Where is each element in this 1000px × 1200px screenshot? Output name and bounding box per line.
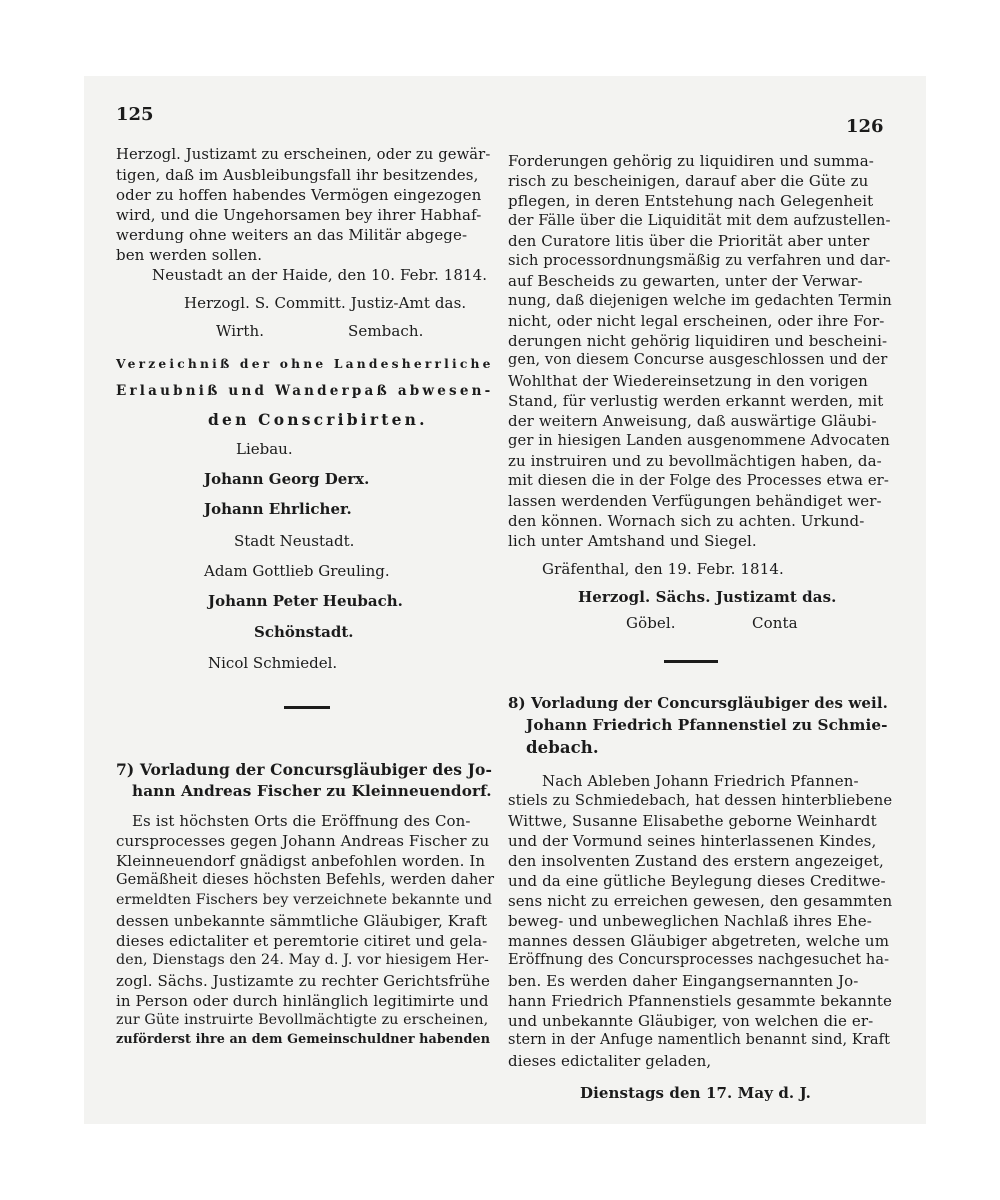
text-line: mannes dessen Gläubiger abgetreten, welche um — [508, 932, 890, 950]
text-line: Gemäßheit dieses höchsten Befehls, werden daher — [116, 872, 495, 888]
text-line: risch zu bescheinigen, darauf aber die Güte zu — [508, 172, 869, 190]
text-line: und unbekannte Gläubiger, von welchen die er- — [508, 1012, 874, 1030]
text-line: ben. Es werden daher Eingangsernannten Jo- — [508, 972, 859, 990]
section-8-title: Johann Friedrich Pfannenstiel zu Schmie- — [526, 716, 888, 734]
text-line: gen, von diesem Concurse ausgeschlossen und der — [508, 352, 888, 368]
text-line: ger in hiesigen Landen ausgenommene Advocaten — [508, 432, 890, 449]
text-line: mit diesen die in der Folge des Processes etwa er- — [508, 472, 889, 489]
text-line: ben werden sollen. — [116, 246, 263, 264]
section-divider — [284, 706, 330, 709]
office-signature: Herzogl. Sächs. Justizamt das. — [578, 588, 837, 606]
text-line: dieses edictaliter geladen, — [508, 1052, 712, 1070]
list-title: Erlaubniß und Wanderpaß abwesen- — [116, 383, 494, 399]
office-signature: Herzogl. S. Committ. Justiz-Amt das. — [184, 294, 467, 312]
text-line: derungen nicht gehörig liquidiren und bescheini- — [508, 332, 888, 350]
text-line: stiels zu Schmiedebach, hat dessen hinterbliebene — [508, 792, 893, 809]
text-line: und da eine gütliche Beylegung dieses Creditwe- — [508, 872, 886, 890]
text-line: Wittwe, Susanne Elisabethe geborne Weinhardt — [508, 812, 877, 830]
text-line: nung, daß diejenigen welche im gedachten Termin — [508, 292, 892, 309]
text-line: sens nicht zu erreichen gewesen, den gesammten — [508, 892, 893, 910]
list-title: Verzeichniß der ohne Landesherrliche — [116, 356, 494, 371]
text-line: cursprocesses gegen Johann Andreas Fischer zu — [116, 832, 490, 850]
place-name: Liebau. — [236, 440, 293, 458]
signatory: Göbel. — [626, 614, 676, 632]
person-name: Johann Ehrlicher. — [204, 500, 352, 518]
closing-date: Dienstags den 17. May d. J. — [580, 1084, 811, 1102]
text-line: Nach Ableben Johann Friedrich Pfannen- — [542, 772, 859, 790]
person-name: Johann Georg Derx. — [204, 470, 370, 488]
text-line: zogl. Sächs. Justizamte zu rechter Gerichtsfrühe — [116, 972, 490, 990]
right-page-number: 126 — [846, 116, 884, 137]
place-name: Stadt Neustadt. — [234, 532, 355, 550]
place-name: Schönstadt. — [254, 623, 354, 641]
text-line: hann Friedrich Pfannenstiels gesammte bekannte — [508, 992, 893, 1010]
text-line: und der Vormund seines hinterlassenen Kindes, — [508, 832, 877, 850]
text-line: Es ist höchsten Orts die Eröffnung des Con- — [132, 812, 471, 830]
text-line: Herzogl. Justizamt zu erscheinen, oder zu gewär- — [116, 146, 491, 163]
text-line: dessen unbekannte sämmtliche Gläubiger, Kraft — [116, 912, 488, 930]
signatory: Wirth. — [216, 322, 265, 340]
section-8-title: 8) Vorladung der Concursgläubiger des weil. — [508, 694, 888, 712]
text-line: werdung ohne weiters an das Militär abgege- — [116, 226, 468, 244]
text-line: lassen werdenden Verfügungen behändiget wer- — [508, 492, 882, 510]
text-line: zur Güte instruirte Bevollmächtigte zu erscheinen, — [116, 1012, 489, 1028]
text-line: tigen, daß im Ausbleibungsfall ihr besitzendes, — [116, 166, 479, 184]
text-line: oder zu hoffen habendes Vermögen eingezogen — [116, 186, 482, 204]
section-7-title: hann Andreas Fischer zu Kleinneuendorf. — [132, 782, 492, 800]
place-date: Neustadt an der Haide, den 10. Febr. 1814. — [152, 266, 488, 284]
text-line: pflegen, in deren Entstehung nach Gelegenheit — [508, 192, 874, 210]
text-line: zuförderst ihre an dem Gemeinschuldner habenden — [116, 1032, 491, 1047]
text-line: Stand, für verlustig werden erkannt werden, mit — [508, 392, 884, 410]
left-page-number: 125 — [116, 104, 154, 125]
text-line: den, Dienstags den 24. May d. J. vor hiesigem Her- — [116, 952, 489, 968]
signatory: Sembach. — [348, 322, 424, 340]
text-line: der weitern Anweisung, daß auswärtige Gläubi- — [508, 412, 877, 430]
list-title: den Conscribirten. — [208, 410, 428, 429]
text-line: Eröffnung des Concursprocesses nachgesuchet ha- — [508, 952, 890, 968]
person-name: Adam Gottlieb Greuling. — [204, 562, 390, 580]
person-name: Nicol Schmiedel. — [208, 654, 338, 672]
text-line: lich unter Amtshand und Siegel. — [508, 532, 757, 550]
text-line: beweg- und unbeweglichen Nachlaß ihres Ehe- — [508, 912, 872, 930]
text-line: dieses edictaliter et peremtorie citiret und gela- — [116, 932, 488, 950]
text-line: nicht, oder nicht legal erscheinen, oder ihre For- — [508, 312, 885, 330]
text-line: Wohlthat der Wiedereinsetzung in den vorigen — [508, 372, 868, 390]
person-name: Johann Peter Heubach. — [208, 592, 403, 610]
text-line: den Curatore litis über die Priorität aber unter — [508, 232, 870, 250]
text-line: Kleinneuendorf gnädigst anbefohlen worden. In — [116, 852, 486, 870]
text-line: ermeldten Fischers bey verzeichnete bekannte und — [116, 892, 493, 908]
text-line: den können. Wornach sich zu achten. Urkund- — [508, 512, 865, 530]
text-line: Forderungen gehörig zu liquidiren und summa- — [508, 152, 874, 170]
text-line: der Fälle über die Liquidität mit dem aufzustellen- — [508, 212, 891, 229]
section-divider — [664, 660, 718, 663]
text-line: wird, und die Ungehorsamen bey ihrer Habhaf- — [116, 206, 482, 224]
signatory: Conta — [752, 614, 798, 632]
text-line: auf Bescheids zu gewarten, unter der Verwar- — [508, 272, 863, 290]
text-line: in Person oder durch hinlänglich legitimirte und — [116, 992, 489, 1010]
place-date: Gräfenthal, den 19. Febr. 1814. — [542, 560, 784, 578]
section-7-title: 7) Vorladung der Concursgläubiger des Jo- — [116, 760, 493, 779]
text-line: stern in der Anfuge namentlich benannt sind, Kraft — [508, 1032, 891, 1048]
text-line: sich processordnungsmäßig zu verfahren und dar- — [508, 252, 891, 269]
text-line: den insolventen Zustand des erstern angezeiget, — [508, 852, 884, 870]
section-8-title: debach. — [526, 738, 599, 757]
text-line: zu instruiren und zu bevollmächtigen haben, da- — [508, 452, 882, 470]
